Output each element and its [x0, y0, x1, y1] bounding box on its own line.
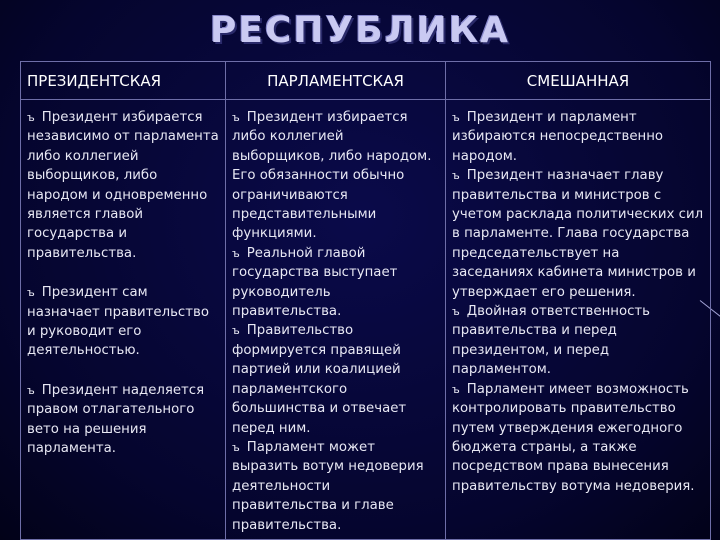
list-item: ъ Президент избирается независимо от парламента либо коллегией выборщиков, либо народом и одновременно является главой государства и правительства.: [27, 110, 219, 261]
header-parliamentary: ПАРЛАМЕНТСКАЯ: [226, 62, 446, 100]
list-item: ъ Президент и парламент избираются непосредственно народом.: [452, 110, 664, 164]
bullet-icon: ъ: [452, 111, 460, 124]
mixed-list: [446, 100, 710, 496]
presidential-list: [21, 100, 225, 459]
header-mixed: СМЕШАННАЯ: [446, 62, 711, 100]
bullet-icon: ъ: [452, 305, 460, 319]
list-item: ъ Двойная ответственность правительства и перед президентом, и перед парламентом.: [452, 304, 650, 378]
list-item: ъ Президент избирается либо коллегией выборщиков, либо народом. Его обязанности обычно ограничиваются представительными функциями.: [232, 110, 432, 242]
list-item: ъ Парламент имеет возможность контролировать правительство путем утверждения ежегодного бюджета страны, а также посредством права вынесения правительству вотума недоверия.: [452, 381, 695, 494]
list-item: ъ Президент наделяется правом отлагательного вето на решения парламента.: [27, 382, 205, 457]
bullet-icon: ъ: [452, 382, 460, 396]
parliamentary-list: [226, 100, 445, 535]
bullet-icon: ъ: [27, 383, 35, 397]
list-item: ъ Правительство формируется правящей партией или коалицией парламентского большинства и отвечает перед ним.: [232, 323, 407, 436]
bullet-icon: ъ: [232, 246, 240, 260]
header-presidential: ПРЕЗИДЕНТСКАЯ: [21, 62, 226, 100]
comparison-table: [20, 61, 711, 540]
bullet-icon: ъ: [232, 324, 240, 338]
page-title: РЕСПУБЛИКА: [209, 10, 511, 51]
header-row: [21, 62, 711, 100]
list-item: ъ Президент сам назначает правительство и руководит его деятельностью.: [27, 285, 209, 359]
bullet-icon: ъ: [27, 111, 35, 124]
bullet-icon: ъ: [27, 286, 35, 300]
list-item: ъ Президент назначает главу правительства и министров с учетом расклада политических сил в парламенте. Глава государства председательствует на заседаниях кабинета министров и утверждает его решения.: [452, 168, 704, 300]
list-item: ъ Реальной главой государства выступает руководитель правительства.: [232, 245, 398, 320]
mixed-cell: [446, 100, 711, 540]
list-item: ъ Парламент может выразить вотум недоверия деятельности правительства и главе правительства.: [232, 439, 424, 533]
bullet-icon: ъ: [232, 440, 240, 454]
bullet-icon: ъ: [232, 111, 240, 124]
bullet-icon: ъ: [452, 169, 460, 183]
content-row: [21, 100, 711, 540]
presidential-cell: [21, 100, 226, 540]
parliamentary-cell: [226, 100, 446, 540]
